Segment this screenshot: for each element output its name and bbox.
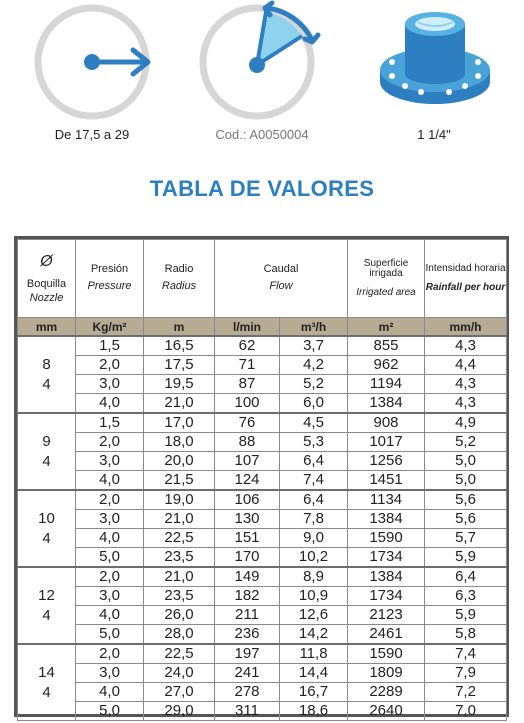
table-cell: 2,0 (76, 433, 144, 452)
table-cell: 22,5 (144, 644, 215, 664)
table-row (18, 433, 507, 452)
table-cell: 2,0 (76, 356, 144, 375)
table-cell: 14,2 (280, 625, 348, 645)
table-cell: 9,0 (280, 529, 348, 548)
table-cell: 23,5 (144, 587, 215, 606)
table-cell: 88 (215, 433, 280, 452)
table-cell: 6,0 (280, 394, 348, 414)
table-cell: 4,3 (425, 394, 507, 414)
sector-block (172, 0, 346, 125)
table-row (18, 375, 507, 394)
table-row (18, 336, 507, 356)
radius-caption: De 17,5 a 29 (54, 127, 130, 142)
table-cell: 855 (348, 336, 425, 356)
table-cell: 5,6 (425, 510, 507, 529)
table-cell: 2461 (348, 625, 425, 645)
table-cell: 908 (348, 413, 425, 433)
code-caption: Cod.: A0050004 (215, 127, 309, 142)
table-cell: 3,7 (280, 336, 348, 356)
nozzle-cell (18, 413, 76, 490)
table-cell: 20,0 (144, 452, 215, 471)
table-cell: 4,3 (425, 375, 507, 394)
table-cell: 7,4 (280, 471, 348, 491)
table-cell: 16,5 (144, 336, 215, 356)
table-cell: 5,0 (76, 702, 144, 721)
table-cell: 3,0 (76, 452, 144, 471)
table-cell: 4,4 (425, 356, 507, 375)
nozzle-value: 9 (42, 432, 51, 450)
table-cell: 1590 (348, 644, 425, 664)
table-cell: 1734 (348, 548, 425, 568)
table-cell: 2,0 (76, 490, 144, 510)
table-cell: 4,0 (76, 471, 144, 491)
table-cell: 2289 (348, 683, 425, 702)
table-cell: 4,0 (76, 683, 144, 702)
table-cell: 236 (215, 625, 280, 645)
table-cell: 1809 (348, 664, 425, 683)
table-cell: 106 (215, 490, 280, 510)
header-pressure: Presión Pressure (76, 240, 144, 318)
units-row (18, 318, 507, 337)
table-cell: 1451 (348, 471, 425, 491)
table-cell: 27,0 (144, 683, 215, 702)
table-cell: 3,0 (76, 587, 144, 606)
table-row (18, 529, 507, 548)
nozzle-cell (18, 336, 76, 413)
table-cell: 1256 (348, 452, 425, 471)
table-row (18, 683, 507, 702)
header-flow: Caudal Flow (215, 240, 348, 318)
table-cell: 5,3 (280, 433, 348, 452)
nozzle-value: 10 (38, 509, 55, 527)
table-cell: 6,4 (280, 490, 348, 510)
table-cell: 170 (215, 548, 280, 568)
table-cell: 87 (215, 375, 280, 394)
table-row (18, 567, 507, 587)
table-row (18, 510, 507, 529)
table-cell: 5,0 (425, 452, 507, 471)
table-cell: 7,9 (425, 664, 507, 683)
table-row (18, 606, 507, 625)
table-cell: 962 (348, 356, 425, 375)
table-cell: 1,5 (76, 413, 144, 433)
table-cell: 16,7 (280, 683, 348, 702)
table-cell: 4,0 (76, 394, 144, 414)
table-cell: 4,0 (76, 606, 144, 625)
page-title: TABLA DE VALORES (149, 176, 375, 201)
table-cell: 5,2 (280, 375, 348, 394)
table-cell: 5,7 (425, 529, 507, 548)
table-cell: 107 (215, 452, 280, 471)
table-row (18, 356, 507, 375)
table-cell: 6,4 (425, 567, 507, 587)
table-row (18, 664, 507, 683)
table-row (18, 702, 507, 721)
table-cell: 5,8 (425, 625, 507, 645)
table-cell: 4,5 (280, 413, 348, 433)
nozzle-value: 4 (42, 452, 51, 470)
table-cell: 62 (215, 336, 280, 356)
table-cell: 28,0 (144, 625, 215, 645)
table-cell: 6,3 (425, 587, 507, 606)
table-cell: 311 (215, 702, 280, 721)
table-body (18, 336, 507, 721)
table-cell: 3,0 (76, 375, 144, 394)
table-row (18, 625, 507, 645)
table-cell: 12,6 (280, 606, 348, 625)
table-cell: 100 (215, 394, 280, 414)
nozzle-cell (18, 644, 76, 721)
table-cell: 1017 (348, 433, 425, 452)
table-cell: 21,0 (144, 510, 215, 529)
table-cell: 149 (215, 567, 280, 587)
table-cell: 7,4 (425, 644, 507, 664)
table-row (18, 490, 507, 510)
table-cell: 21,5 (144, 471, 215, 491)
table-cell: 124 (215, 471, 280, 491)
table-cell: 10,9 (280, 587, 348, 606)
table-cell: 2,0 (76, 567, 144, 587)
table-cell: 19,0 (144, 490, 215, 510)
nozzle-value: 4 (42, 606, 51, 624)
table-cell: 2,0 (76, 644, 144, 664)
table-cell: 151 (215, 529, 280, 548)
table-cell: 71 (215, 356, 280, 375)
table-cell: 5,0 (76, 625, 144, 645)
table-row (18, 394, 507, 414)
table-cell: 5,2 (425, 433, 507, 452)
unit-cell: m² (348, 318, 425, 337)
table-cell: 7,2 (425, 683, 507, 702)
unit-cell: Kg/m² (76, 318, 144, 337)
nozzle-value: 8 (42, 355, 51, 373)
table-cell: 19,5 (144, 375, 215, 394)
table-cell: 21,0 (144, 394, 215, 414)
header-intensity: Intensidad horaria Rainfall per hour (425, 240, 507, 318)
table-cell: 1384 (348, 510, 425, 529)
unit-cell: l/min (215, 318, 280, 337)
table-cell: 18,6 (280, 702, 348, 721)
header-row (18, 240, 507, 318)
sector-angle-icon (172, 0, 346, 125)
unit-cell: m³/h (280, 318, 348, 337)
table-cell: 4,2 (280, 356, 348, 375)
table-row (18, 548, 507, 568)
nozzle-cell (18, 490, 76, 567)
table-cell: 22,5 (144, 529, 215, 548)
diameter-icon: Ø (40, 252, 53, 270)
threaded-connector-icon (347, 0, 521, 125)
size-caption: 1 1/4" (417, 127, 451, 142)
table-cell: 14,4 (280, 664, 348, 683)
table-cell: 182 (215, 587, 280, 606)
table-cell: 130 (215, 510, 280, 529)
table-cell: 211 (215, 606, 280, 625)
table-cell: 8,9 (280, 567, 348, 587)
table-cell: 1134 (348, 490, 425, 510)
table-cell: 17,0 (144, 413, 215, 433)
table-cell: 241 (215, 664, 280, 683)
table-cell: 7,0 (425, 702, 507, 721)
table-cell: 7,8 (280, 510, 348, 529)
table-row (18, 413, 507, 433)
table-cell: 2640 (348, 702, 425, 721)
table-cell: 5,9 (425, 548, 507, 568)
table-cell: 197 (215, 644, 280, 664)
table-cell: 3,0 (76, 664, 144, 683)
unit-cell: mm/h (425, 318, 507, 337)
table-cell: 1384 (348, 394, 425, 414)
nozzle-value: 14 (38, 663, 55, 681)
table-cell: 5,6 (425, 490, 507, 510)
table-cell: 3,0 (76, 510, 144, 529)
table-cell: 26,0 (144, 606, 215, 625)
connector-block (347, 0, 521, 125)
table-cell: 17,5 (144, 356, 215, 375)
table-cell: 18,0 (144, 433, 215, 452)
table-cell: 21,0 (144, 567, 215, 587)
header-surface: Superficie irrigada Irrigated area (348, 240, 425, 318)
table-row (18, 452, 507, 471)
table-cell: 1194 (348, 375, 425, 394)
table-cell: 10,2 (280, 548, 348, 568)
unit-cell: mm (18, 318, 76, 337)
nozzle-value: 12 (38, 586, 55, 604)
table-cell: 4,9 (425, 413, 507, 433)
values-table (14, 236, 509, 717)
table-cell: 11,8 (280, 644, 348, 664)
table-cell: 5,9 (425, 606, 507, 625)
table-cell: 23,5 (144, 548, 215, 568)
nozzle-value: 4 (42, 683, 51, 701)
header-nozzle: Ø Boquilla Nozzle (18, 240, 76, 318)
nozzle-cell (18, 567, 76, 644)
table-cell: 4,3 (425, 336, 507, 356)
table-cell: 1590 (348, 529, 425, 548)
unit-cell: m (144, 318, 215, 337)
table-row (18, 471, 507, 491)
table-row (18, 587, 507, 606)
table-cell: 4,0 (76, 529, 144, 548)
radius-block (5, 0, 179, 125)
table-cell: 24,0 (144, 664, 215, 683)
table-cell: 1384 (348, 567, 425, 587)
radius-arrow-icon (5, 0, 179, 125)
table-cell: 6,4 (280, 452, 348, 471)
table-cell: 76 (215, 413, 280, 433)
table-cell: 29,0 (144, 702, 215, 721)
table-cell: 278 (215, 683, 280, 702)
table-cell: 5,0 (425, 471, 507, 491)
nozzle-value: 4 (42, 529, 51, 547)
table-cell: 1734 (348, 587, 425, 606)
table-cell: 1,5 (76, 336, 144, 356)
header-radius: Radio Radius (144, 240, 215, 318)
table-cell: 2123 (348, 606, 425, 625)
table-cell: 5,0 (76, 548, 144, 568)
table-row (18, 644, 507, 664)
nozzle-value: 4 (42, 375, 51, 393)
icons-row (0, 0, 524, 150)
